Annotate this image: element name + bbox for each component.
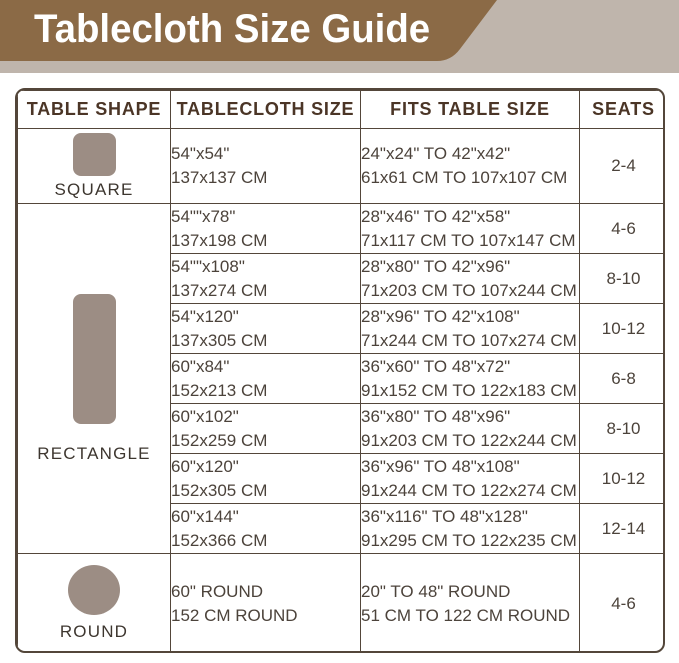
- seats-cell: 2-4: [580, 129, 666, 204]
- size-guide-table: [15, 88, 665, 653]
- column-header-tablecloth-size: TABLECLOTH SIZE: [171, 91, 361, 129]
- fits-line: 61x61 CM TO 107x107 CM: [361, 168, 568, 187]
- size-line: 152x259 CM: [171, 430, 268, 450]
- square-icon: [73, 133, 116, 176]
- fits-table-size-cell: [361, 354, 580, 404]
- tablecloth-size-cell: [171, 129, 361, 204]
- column-header-table-shape: TABLE SHAPE: [18, 91, 171, 129]
- size-line: 137x274 CM: [171, 280, 268, 300]
- tablecloth-size-cell: [171, 404, 361, 454]
- header-row: [18, 91, 666, 129]
- fits-table-size-cell: [361, 504, 580, 554]
- column-header-seats: SEATS: [580, 91, 666, 129]
- fits-line: 91x295 CM TO 122x235 CM: [361, 530, 577, 550]
- fits-line: 36"x116" TO 48"x128": [361, 506, 528, 526]
- shape-cell-rectangle: [18, 204, 171, 554]
- fits-line: 28"x96" TO 42"x108": [361, 306, 520, 326]
- tablecloth-size-cell: [171, 304, 361, 354]
- seats-cell: 8-10: [580, 404, 666, 454]
- fits-line: 91x244 CM TO 122x274 CM: [361, 480, 577, 500]
- seats-cell: 12-14: [580, 504, 666, 554]
- fits-line: 28"x80" TO 42"x96": [361, 256, 511, 276]
- tablecloth-size-cell: [171, 554, 361, 654]
- shape-label: RECTANGLE: [37, 443, 151, 463]
- fits-table-size-cell: [361, 304, 580, 354]
- table-row: [18, 204, 666, 254]
- size-line: 152x366 CM: [171, 530, 268, 550]
- size-line: 54""x78": [171, 206, 236, 226]
- size-line: 137x198 CM: [171, 230, 268, 250]
- page-title: Tablecloth Size Guide: [34, 7, 431, 51]
- fits-table-size-cell: [361, 554, 580, 654]
- size-line: 60"x120": [171, 456, 239, 476]
- size-line: 54""x108": [171, 256, 245, 276]
- shape-label: ROUND: [59, 622, 129, 641]
- table-row: [18, 554, 666, 654]
- fits-line: 71x244 CM TO 107x274 CM: [361, 330, 577, 350]
- size-line: 152x305 CM: [171, 480, 268, 500]
- shape-cell-square: [18, 129, 171, 204]
- table-row: [18, 129, 666, 204]
- size-table: [17, 90, 665, 653]
- fits-line: 91x203 CM TO 122x244 CM: [361, 430, 577, 450]
- seats-cell: 10-12: [580, 304, 666, 354]
- size-line: 54"x54": [171, 144, 230, 163]
- seats-cell: 4-6: [580, 554, 666, 654]
- fits-line: 51 CM TO 122 CM ROUND: [361, 605, 571, 625]
- circle-icon: [68, 565, 120, 615]
- size-line: 60"x84": [171, 356, 230, 376]
- size-line: 152x213 CM: [171, 380, 268, 400]
- tablecloth-size-cell: [171, 204, 361, 254]
- rectangle-icon: [73, 294, 116, 424]
- seats-cell: 4-6: [580, 204, 666, 254]
- seats-cell: 10-12: [580, 454, 666, 504]
- fits-line: 36"x60" TO 48"x72": [361, 356, 511, 376]
- fits-line: 91x152 CM TO 122x183 CM: [361, 380, 577, 400]
- fits-line: 28"x46" TO 42"x58": [361, 206, 511, 226]
- shape-label: SQUARE: [54, 179, 134, 199]
- tablecloth-size-cell: [171, 504, 361, 554]
- size-line: 137x305 CM: [171, 330, 268, 350]
- size-line: 54"x120": [171, 306, 239, 326]
- fits-table-size-cell: [361, 254, 580, 304]
- tablecloth-size-cell: [171, 254, 361, 304]
- size-line: 60"x144": [171, 506, 239, 526]
- fits-line: 71x117 CM TO 107x147 CM: [361, 230, 576, 250]
- fits-table-size-cell: [361, 454, 580, 504]
- header-band: [0, 0, 679, 73]
- tablecloth-size-cell: [171, 354, 361, 404]
- size-line: 60"x102": [171, 406, 239, 426]
- size-line: 152 CM ROUND: [171, 605, 298, 625]
- fits-table-size-cell: [361, 204, 580, 254]
- fits-line: 36"x96" TO 48"x108": [361, 456, 520, 476]
- shape-cell-round: [18, 554, 171, 654]
- column-header-fits-table-size: FITS TABLE SIZE: [361, 91, 580, 129]
- fits-line: 24"x24" TO 42"x42": [361, 144, 511, 163]
- tablecloth-size-cell: [171, 454, 361, 504]
- fits-table-size-cell: [361, 404, 580, 454]
- fits-line: 71x203 CM TO 107x244 CM: [361, 280, 577, 300]
- seats-cell: 6-8: [580, 354, 666, 404]
- seats-cell: 8-10: [580, 254, 666, 304]
- size-line: 137x137 CM: [171, 168, 268, 187]
- fits-table-size-cell: [361, 129, 580, 204]
- fits-line: 36"x80" TO 48"x96": [361, 406, 511, 426]
- fits-line: 20" TO 48" ROUND: [361, 581, 511, 601]
- size-line: 60" ROUND: [171, 581, 263, 601]
